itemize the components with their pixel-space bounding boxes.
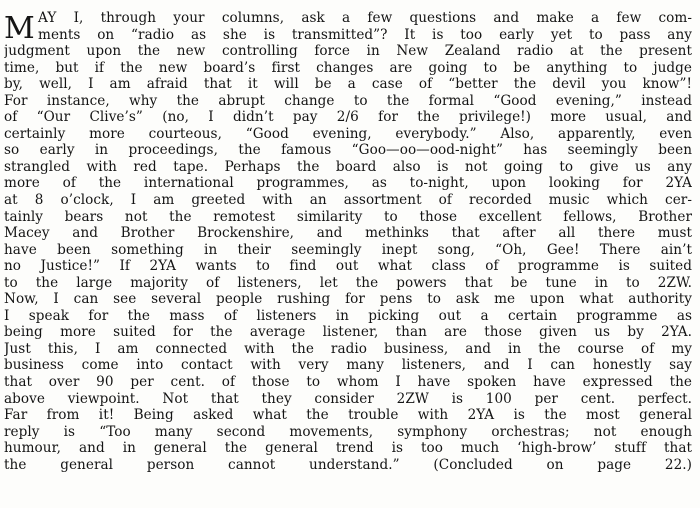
text-line: Just this, I am connected with the radio business, and in the course of my xyxy=(4,340,692,357)
text-line: no Justice!” If 2YA wants to find out what class of programme is suited xyxy=(4,258,692,275)
text-line: so early in proceedings, the famous “Goo—oo—ood-night” has seemingly been xyxy=(4,142,692,159)
text-line: Macey and Brother Brockenshire, and methinks that after all there must xyxy=(4,225,692,242)
text-line: of “Our Clive’s” (no, I didn’t pay 2/6 for the privilege!) more usual, and xyxy=(4,109,692,126)
text-line: by, well, I am afraid that it will be a case of “better the devil you know”! xyxy=(4,76,692,93)
text-line: strangled with red tape. Perhaps the board also is not going to give us any xyxy=(4,158,692,175)
text-line: judgment upon the new controlling force in New Zealand radio at the present xyxy=(4,43,692,60)
text-line: business come into contact with very many listeners, and I can honestly say xyxy=(4,357,692,374)
text-line: at 8 o’clock, I am greeted with an assortment of recorded music which cer- xyxy=(4,192,692,209)
text-line: tainly bears not the remotest similarity to those excellent fellows, Brother xyxy=(4,208,692,225)
text-line: time, but if the new board’s first changes are going to be anything to judge xyxy=(4,59,692,76)
text-line: reply is “Too many second movements, symphony orchestras; not enough xyxy=(4,423,692,440)
text-line: more of the international programmes, as to-night, upon looking for 2YA xyxy=(4,175,692,192)
text-line: that over 90 per cent. of those to whom I have spoken have expressed the xyxy=(4,374,692,391)
text-line: For instance, why the abrupt change to the formal “Good evening,” instead xyxy=(4,92,692,109)
text-line: Far from it! Being asked what the trouble with 2YA is the most general xyxy=(4,407,692,424)
text-line: AY I, through your columns, ask a few questions and make a few com- xyxy=(38,10,692,26)
letter-to-editor-text xyxy=(4,10,692,473)
text-line: being more suited for the average listener, than are those given us by 2YA. xyxy=(4,324,692,341)
text-line: to the large majority of listeners, let the powers that be tune in to 2ZW. xyxy=(4,274,692,291)
text-line: have been something in their seemingly inept song, “Oh, Gee! There ain’t xyxy=(4,241,692,258)
text-line: humour, and in general the general trend is too much ‘high-brow’ stuff that xyxy=(4,440,692,457)
text-line: I speak for the mass of listeners in picking out a certain programme as xyxy=(4,307,692,324)
text-line: above viewpoint. Not that they consider 2ZW is 100 per cent. perfect. xyxy=(4,390,692,407)
drop-cap-letter: M xyxy=(4,11,34,46)
text-line-final: the general person cannot understand.” (Concluded on page 22.) xyxy=(4,456,692,473)
text-line: certainly more courteous, “Good evening, everybody.” Also, apparently, even xyxy=(4,125,692,142)
text-line: Now, I can see several people rushing for pens to ask me upon what authority xyxy=(4,291,692,308)
text-line: ments on “radio as she is transmitted”? It is too early yet to pass any xyxy=(38,26,692,43)
